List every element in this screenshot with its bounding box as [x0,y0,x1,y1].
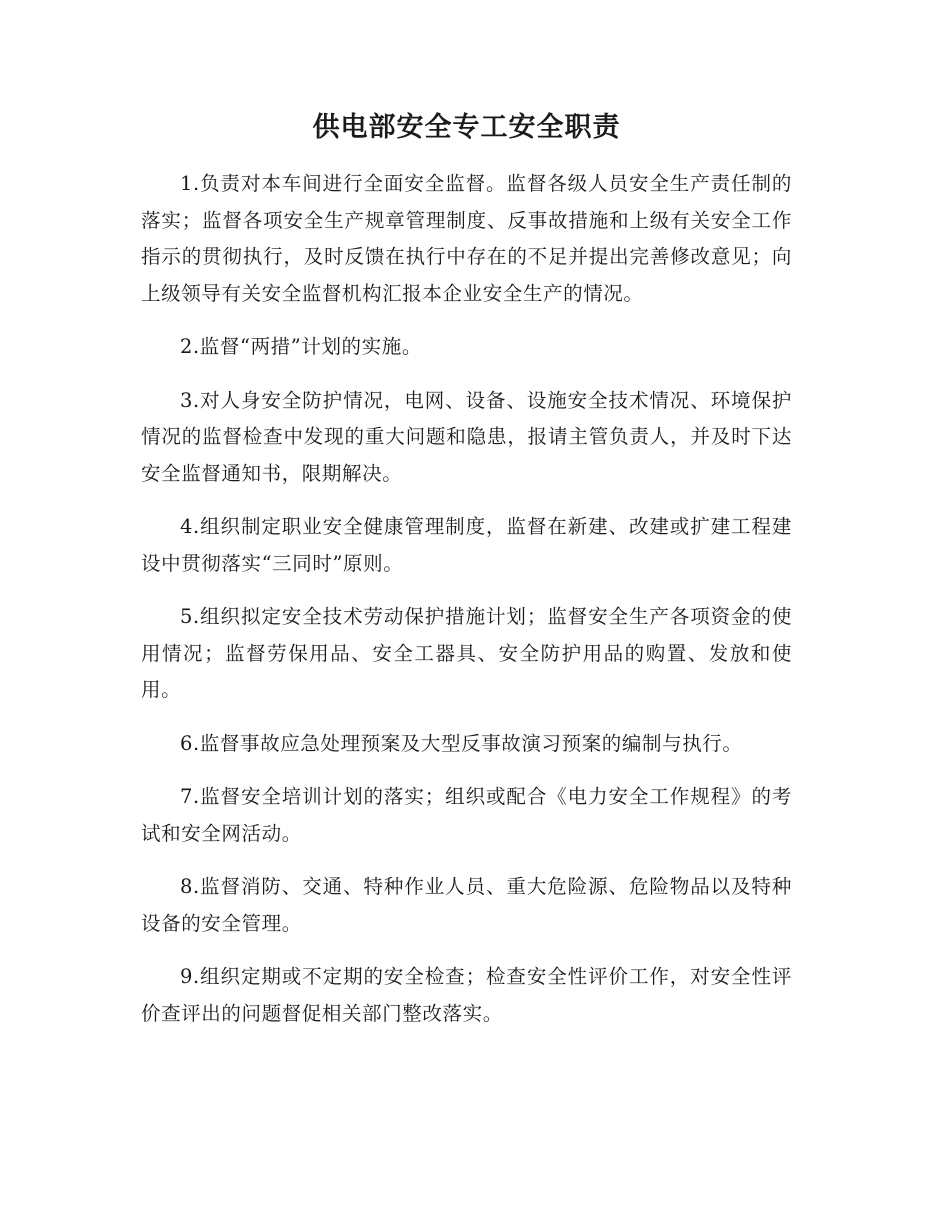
duty-item-5: 5.组织拟定安全技术劳动保护措施计划；监督安全生产各项资金的使用情况；监督劳保用品、安全工器具、安全防护用品的购置、发放和使用。 [141,605,792,701]
duty-item-4: 4.组织制定职业安全健康管理制度，监督在新建、改建或扩建工程建设中贯彻落实“三同时”原则。 [141,515,792,575]
duty-item-8: 8.监督消防、交通、特种作业人员、重大危险源、危险物品以及特种设备的安全管理。 [141,875,792,935]
duty-item-9: 9.组织定期或不定期的安全检查；检查安全性评价工作，对安全性评价查评出的问题督促相关部门整改落实。 [141,965,792,1025]
duty-item-6: 6.监督事故应急处理预案及大型反事故演习预案的编制与执行。 [180,731,743,755]
duty-item-7: 7.监督安全培训计划的落实；组织或配合《电力安全工作规程》的考试和安全网活动。 [141,785,792,845]
duty-item-3: 3.对人身安全防护情况，电网、设备、设施安全技术情况、环境保护情况的监督检查中发现的重大问题和隐患，报请主管负责人，并及时下达安全监督通知书，限期解决。 [141,388,792,485]
duty-item-2: 2.监督“两措”计划的实施。 [180,335,422,358]
duty-item-1: 1.负责对本车间进行全面安全监督。监督各级人员安全生产责任制的落实；监督各项安全生产规章管理制度、反事故措施和上级有关安全工作指示的贯彻执行，及时反馈在执行中存在的不足并提出完善修改意见；向上级领导有关安全监督机构汇报本企业安全生产的情况。 [141,172,792,305]
document-title: 供电部安全专工安全职责 [312,112,621,143]
